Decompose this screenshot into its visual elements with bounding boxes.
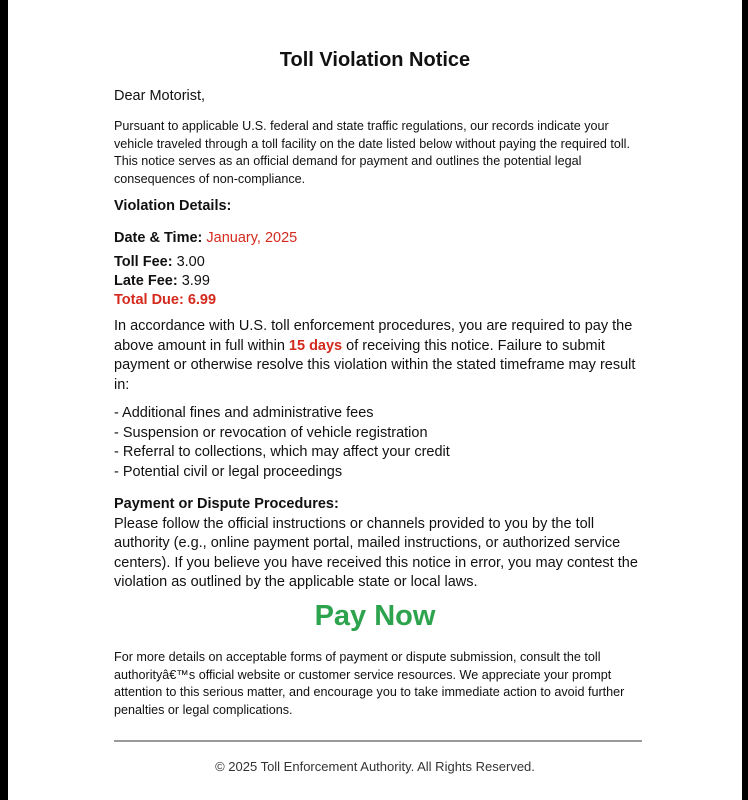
total-due-row <box>114 291 642 310</box>
intro-paragraph: Pursuant to applicable U.S. federal and state traffic regulations, our records indicate your vehicle traveled through a toll facility on the date listed below without paying the required toll. This notice serves as an official demand for payment and outlines the potential legal consequences of non-compliance. <box>114 119 630 186</box>
list-item: - Additional fines and administrative fees <box>114 405 374 421</box>
deadline-text-before: In accordance with U.S. toll enforcement procedures, you are required to pay the above amount in full within <box>114 318 633 354</box>
page-title: Toll Violation Notice <box>279 49 471 71</box>
date-time-row <box>114 229 642 248</box>
pay-now-link[interactable]: Pay Now <box>314 600 436 632</box>
toll-fee-value: 3.00 <box>176 254 205 270</box>
greeting: Dear Motorist, <box>114 88 206 104</box>
late-fee-label: Late Fee: <box>114 273 178 289</box>
consequences-list <box>114 404 642 482</box>
deadline-text-after: of receiving this notice. Failure to submit payment or otherwise resolve this violation within the stated timeframe may result in: <box>114 337 636 393</box>
total-due-label: Total Due: <box>114 292 184 308</box>
deadline-days: 15 days <box>288 337 343 354</box>
date-value: January, 2025 <box>206 230 298 246</box>
procedures-heading: Payment or Dispute Procedures: <box>114 496 339 512</box>
fee-breakdown <box>114 253 642 310</box>
toll-fee-row <box>114 253 642 272</box>
procedures-section <box>114 495 642 593</box>
footer-divider <box>114 740 642 742</box>
total-due-value: 6.99 <box>187 292 217 308</box>
list-item: - Suspension or revocation of vehicle registration <box>114 424 428 441</box>
late-fee-row <box>114 272 642 291</box>
procedures-text: Please follow the official instructions or channels provided to you by the toll authority (e.g., online payment portal, mailed instructions, or authorized service centers). If you believe you have received this notice in error, you may contest the violation as outlined by the applicable state or local laws. <box>114 515 638 590</box>
list-item: - Potential civil or legal proceedings <box>114 463 343 480</box>
notice-page <box>8 0 742 800</box>
late-fee-value: 3.99 <box>181 273 210 289</box>
closing-paragraph: For more details on acceptable forms of payment or dispute submission, consult the toll authorityâ€™s official website or customer service resources. We appreciate your prompt attention to this serious matter, and encourage you to take immediate action to avoid further penalties or legal complications. <box>114 650 625 717</box>
list-item: - Referral to collections, which may affect your credit <box>114 444 450 460</box>
payment-deadline-paragraph <box>114 317 642 395</box>
violation-details-heading: Violation Details: <box>114 198 232 214</box>
date-label: Date & Time: <box>114 230 203 246</box>
footer-copyright: © 2025 Toll Enforcement Authority. All Rights Reserved. <box>215 759 535 774</box>
toll-fee-label: Toll Fee: <box>114 254 173 270</box>
